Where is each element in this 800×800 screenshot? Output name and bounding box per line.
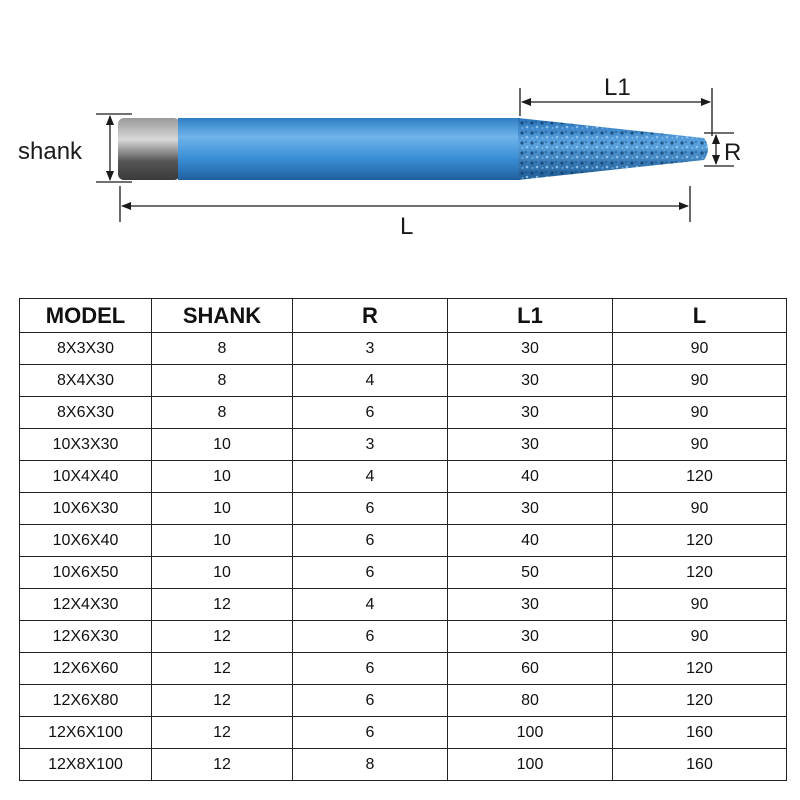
cell-shank: 12 [152, 621, 293, 653]
table-row [20, 429, 787, 461]
header-l1: L1 [448, 299, 613, 333]
table-row [20, 653, 787, 685]
header-l: L [613, 299, 787, 333]
cell-shank: 10 [152, 557, 293, 589]
cell-shank: 8 [152, 397, 293, 429]
cell-shank: 10 [152, 429, 293, 461]
blue-shaft [178, 118, 520, 180]
cell-l1: 30 [448, 493, 613, 525]
cell-l1: 100 [448, 717, 613, 749]
cell-model: 8X4X30 [20, 365, 152, 397]
table-row [20, 365, 787, 397]
header-r: R [293, 299, 448, 333]
cell-l1: 30 [448, 589, 613, 621]
table-header-row [20, 299, 787, 333]
cell-r: 3 [293, 333, 448, 365]
cell-shank: 12 [152, 717, 293, 749]
conical-tip [518, 118, 708, 180]
cell-model: 12X6X100 [20, 717, 152, 749]
cell-r: 6 [293, 685, 448, 717]
cell-model: 10X4X40 [20, 461, 152, 493]
cell-shank: 8 [152, 333, 293, 365]
header-shank: SHANK [152, 299, 293, 333]
cell-shank: 12 [152, 749, 293, 781]
shank-label: shank [18, 138, 83, 165]
cell-l: 90 [613, 429, 787, 461]
cell-l: 90 [613, 365, 787, 397]
cell-model: 12X6X80 [20, 685, 152, 717]
cell-l1: 60 [448, 653, 613, 685]
cell-l: 160 [613, 717, 787, 749]
cell-model: 10X3X30 [20, 429, 152, 461]
cell-r: 6 [293, 493, 448, 525]
cell-model: 12X6X60 [20, 653, 152, 685]
cell-shank: 10 [152, 461, 293, 493]
table-row [20, 557, 787, 589]
cell-r: 4 [293, 461, 448, 493]
cell-model: 12X8X100 [20, 749, 152, 781]
cell-shank: 12 [152, 589, 293, 621]
table-row [20, 333, 787, 365]
cell-model: 12X4X30 [20, 589, 152, 621]
cell-shank: 10 [152, 525, 293, 557]
cell-l: 90 [613, 397, 787, 429]
cell-r: 6 [293, 653, 448, 685]
cell-l1: 30 [448, 429, 613, 461]
cell-shank: 12 [152, 685, 293, 717]
cell-r: 6 [293, 525, 448, 557]
cell-model: 8X6X30 [20, 397, 152, 429]
cell-l1: 40 [448, 525, 613, 557]
cell-r: 3 [293, 429, 448, 461]
cell-l: 90 [613, 493, 787, 525]
header-model: MODEL [20, 299, 152, 333]
cell-l: 120 [613, 685, 787, 717]
cell-l1: 30 [448, 397, 613, 429]
cell-l: 120 [613, 525, 787, 557]
cell-l: 90 [613, 621, 787, 653]
cell-r: 6 [293, 557, 448, 589]
cell-model: 8X3X30 [20, 333, 152, 365]
cell-model: 10X6X30 [20, 493, 152, 525]
table-row [20, 493, 787, 525]
table-body [20, 333, 787, 781]
table-row [20, 589, 787, 621]
l1-label: L1 [604, 74, 631, 101]
cell-l1: 30 [448, 333, 613, 365]
spec-table [19, 298, 787, 781]
table-row [20, 525, 787, 557]
cell-r: 4 [293, 589, 448, 621]
cell-shank: 12 [152, 653, 293, 685]
shank-end [118, 118, 180, 180]
cell-l1: 30 [448, 621, 613, 653]
cell-l1: 80 [448, 685, 613, 717]
cell-l: 90 [613, 589, 787, 621]
table-row [20, 685, 787, 717]
cell-model: 10X6X40 [20, 525, 152, 557]
router-bit-drawing [0, 0, 800, 260]
cell-model: 10X6X50 [20, 557, 152, 589]
cell-shank: 10 [152, 493, 293, 525]
cell-r: 6 [293, 621, 448, 653]
cell-model: 12X6X30 [20, 621, 152, 653]
cell-l1: 100 [448, 749, 613, 781]
table-row [20, 717, 787, 749]
cell-r: 4 [293, 365, 448, 397]
cell-l: 120 [613, 653, 787, 685]
cell-r: 6 [293, 397, 448, 429]
cell-l1: 40 [448, 461, 613, 493]
cell-r: 6 [293, 717, 448, 749]
table-row [20, 397, 787, 429]
cell-l1: 30 [448, 365, 613, 397]
cell-r: 8 [293, 749, 448, 781]
cell-shank: 8 [152, 365, 293, 397]
cell-l: 120 [613, 557, 787, 589]
table-row [20, 621, 787, 653]
table-row [20, 461, 787, 493]
table-row [20, 749, 787, 781]
l-label: L [400, 213, 414, 240]
cell-l: 120 [613, 461, 787, 493]
cell-l: 160 [613, 749, 787, 781]
cell-l: 90 [613, 333, 787, 365]
r-label: R [724, 139, 742, 166]
cell-l1: 50 [448, 557, 613, 589]
